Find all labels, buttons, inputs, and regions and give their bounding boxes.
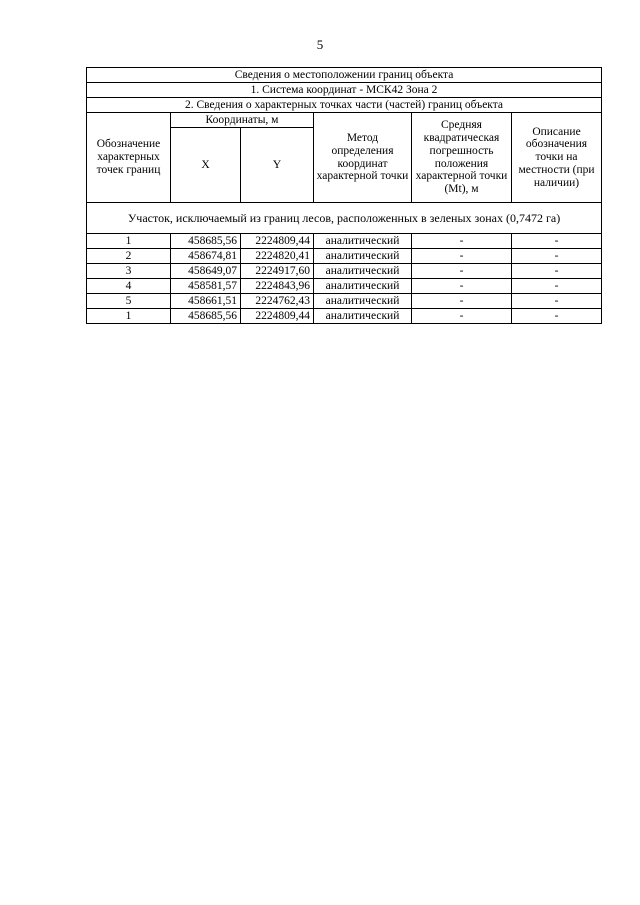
cell-error: -	[412, 279, 512, 294]
table-title: Сведения о местоположении границ объекта	[87, 68, 602, 83]
page-number: 5	[316, 37, 324, 52]
header-method: Метод определения координат характерной точки	[314, 113, 412, 203]
cell-point: 5	[87, 294, 171, 309]
cell-point: 3	[87, 264, 171, 279]
cell-method: аналитический	[314, 294, 412, 309]
cell-x: 458685,56	[171, 309, 241, 324]
cell-error: -	[412, 309, 512, 324]
cell-y: 2224843,96	[241, 279, 314, 294]
table-row	[87, 249, 602, 264]
cell-method: аналитический	[314, 279, 412, 294]
table-row	[87, 279, 602, 294]
table-row	[87, 264, 602, 279]
cell-error: -	[412, 264, 512, 279]
header-y: Y	[241, 128, 314, 203]
header-x: X	[171, 128, 241, 203]
section-title: Участок, исключаемый из границ лесов, расположенных в зеленых зонах (0,7472 га)	[87, 203, 602, 234]
cell-point: 1	[87, 309, 171, 324]
cell-y: 2224917,60	[241, 264, 314, 279]
cell-method: аналитический	[314, 264, 412, 279]
cell-point: 2	[87, 249, 171, 264]
header-error: Средняя квадратическая погрешность положения характерной точки (Mt), м	[412, 113, 512, 203]
cell-y: 2224820,41	[241, 249, 314, 264]
cell-y: 2224809,44	[241, 234, 314, 249]
cell-error: -	[412, 234, 512, 249]
cell-point: 1	[87, 234, 171, 249]
cell-description: -	[512, 249, 602, 264]
header-coordinates: Координаты, м	[171, 113, 314, 128]
cell-x: 458649,07	[171, 264, 241, 279]
cell-method: аналитический	[314, 249, 412, 264]
cell-method: аналитический	[314, 234, 412, 249]
cell-x: 458661,51	[171, 294, 241, 309]
table-row	[87, 234, 602, 249]
cell-description: -	[512, 279, 602, 294]
coordinate-system-line: 1. Система координат - МСК42 Зона 2	[87, 83, 602, 98]
header-description: Описание обозначения точки на местности (при наличии)	[512, 113, 602, 203]
cell-description: -	[512, 234, 602, 249]
cell-error: -	[412, 249, 512, 264]
table-row	[87, 294, 602, 309]
cell-point: 4	[87, 279, 171, 294]
cell-y: 2224809,44	[241, 309, 314, 324]
points-info-line: 2. Сведения о характерных точках части (частей) границ объекта	[87, 98, 602, 113]
cell-error: -	[412, 294, 512, 309]
cell-x: 458581,57	[171, 279, 241, 294]
cell-x: 458674,81	[171, 249, 241, 264]
cell-x: 458685,56	[171, 234, 241, 249]
cell-y: 2224762,43	[241, 294, 314, 309]
cell-description: -	[512, 294, 602, 309]
cell-method: аналитический	[314, 309, 412, 324]
table-row	[87, 309, 602, 324]
cell-description: -	[512, 264, 602, 279]
cell-description: -	[512, 309, 602, 324]
header-designation: Обозначение характерных точек границ	[87, 113, 171, 203]
boundary-coordinates-table	[86, 67, 602, 324]
